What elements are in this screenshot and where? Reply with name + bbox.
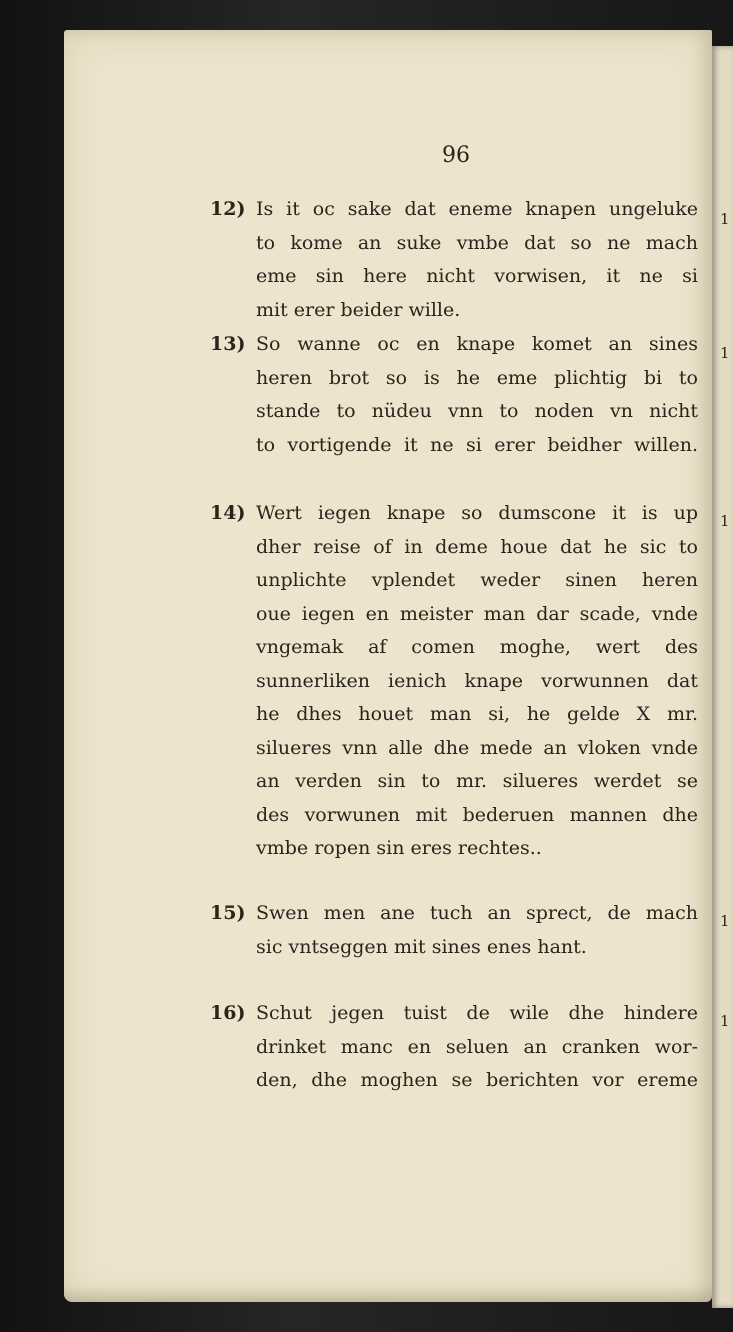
text-line: he dhes houet man si, he gelde X mr. [256,703,698,725]
entry-number: 16) [210,1002,246,1024]
entry-text [256,502,698,871]
entry-text [256,902,698,969]
text-line: vngemak af comen moghe, wert des [256,636,698,658]
facing-page-entry-number: 1 [720,1012,730,1030]
entry-text [256,333,698,467]
text-line: an verden sin to mr. silueres werdet se [256,770,698,792]
text-line: oue iegen en meister man dar scade, vnde [256,602,698,625]
text-line: den, dhe moghen se berichten vor ereme [256,1069,698,1091]
text-line: to kome an suke vmbe dat so ne mach [256,231,698,254]
facing-page-edge [712,46,733,1308]
text-line: Swen men ane tuch an sprect, de mach [256,902,698,924]
text-line: drinket manc en seluen an cranken wor- [256,1035,698,1058]
text-line: unplichte vplendet weder sinen heren [256,569,698,591]
text-line: silueres vnn alle dhe mede an vloken vnde [256,736,698,759]
text-line: eme sin here nicht vorwisen, it ne si [256,265,698,287]
text-line: sic vntseggen mit sines enes hant. [256,935,587,958]
text-line: heren brot so is he eme plichtig bi to [256,366,698,389]
facing-page-entry-number: 1 [720,344,730,362]
text-line: Schut jegen tuist de wile dhe hindere [256,1002,698,1024]
entry-number: 14) [210,502,246,524]
text-line: vmbe ropen sin eres rechtes.. [256,837,542,859]
facing-page-entry-number: 1 [720,512,730,530]
entry-text [256,198,698,332]
entry-number: 15) [210,902,246,924]
text-line: Wert iegen knape so dumscone it is up [256,502,698,524]
book-page [64,30,712,1302]
text-line: des vorwunen mit bederuen mannen dhe [256,803,698,826]
text-line: mit erer beider wille. [256,298,461,321]
text-line: to vortigende it ne si erer beidher willen. [256,433,698,456]
text-line: sunnerliken ienich knape vorwunnen dat [256,669,698,692]
text-line: So wanne oc en knape komet an sines [256,333,698,355]
text-line: Is it oc sake dat eneme knapen ungeluke [256,198,698,220]
entry-number: 13) [210,333,246,355]
text-line: stande to nüdeu vnn to noden vn nicht [256,400,698,422]
entry-text [256,1002,698,1103]
text-line: dher reise of in deme houe dat he sic to [256,535,698,558]
facing-page-entry-number: 1 [720,912,730,930]
entry-number: 12) [210,198,246,220]
facing-page-entry-number: 1 [720,210,730,228]
page-number: 96 [442,143,470,168]
